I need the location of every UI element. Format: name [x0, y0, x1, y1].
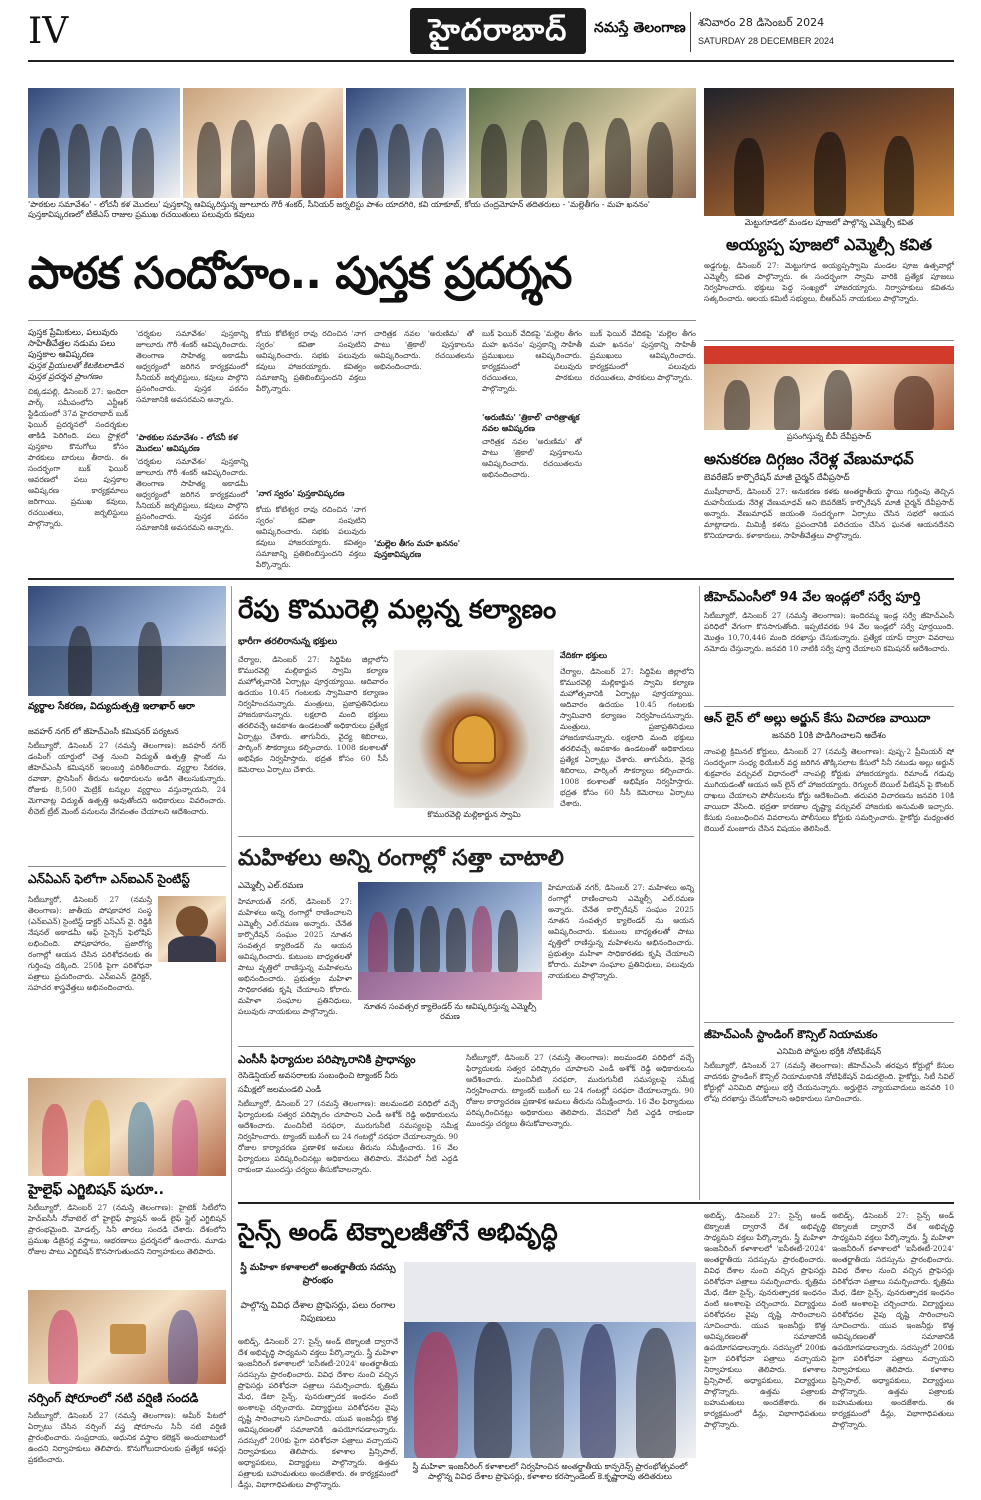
highlife-exhibition-photo: [28, 1078, 226, 1176]
allu-headline: ఆన్ లైన్ లో అల్లు అర్జున్ కేసు విచారణ వాయిదా: [704, 711, 931, 725]
main-standfirst: పుస్తక ప్రేమికులు, పలువురు సాహితీవేత్తల నడుమ పలు పుస్తకాల ఆవిష్కరణ: [28, 328, 118, 360]
main-standfirst-2: పుస్తక ప్రియులతో కిటకిటలాడిన పుస్తక ప్రదర్శన ప్రాంగణం: [28, 361, 124, 381]
main-body-col-2b: 'దర్శకుల సమావేశం' పుస్తకాన్ని జూలూరు గౌరీ శంకర్ ఆవిష్కరించారు. తెలంగాణ సాహిత్య అకాడమీ ఆధ్వర్యంలో జరిగిన కార్యక్రమంలో సీనియర్ జర్నలిస్టులు, కవులు పాల్గొని ప్రసంగించారు. పుస్తక పఠనం సమాజానికి అవసరమని అన్నారు.: [136, 457, 248, 532]
komuravelli-side-sub: వేదికగా భక్తులు: [560, 651, 608, 660]
book-launch-photo-3: [346, 88, 466, 198]
komuravelli-headline: రేపు కొమురెల్లి మల్లన్న కల్యాణం: [238, 595, 557, 625]
top-photo-caption: 'పాఠకుల సమావేశం' - లోచనీ కళ మొదలు' పుస్తకాన్ని ఆవిష్కరిస్తున్న జూలూరు గౌరీ శంకర్, సీనియర్ జర్నలిస్టు పాశం యాదగిరి, కవి యాకూబ్, కోయ చంద్రమోహన్ తదితరులు - 'మల్లెతీగం - మహ ఖననం' పుస్తకావిష్కరణలో టీజేఎస్ రాజుల ప్రముఖ రచయితులు పలువురు కవులు: [28, 200, 650, 219]
main-subhead-3: 'అరుణిమ' 'త్రికాల్' చారిత్రాత్మక నవల ఆవిష్కరణ: [482, 413, 580, 433]
mcc-sub-2: సమీక్షలో జలమండలి ఎండీ: [238, 1085, 322, 1094]
main-body-col-5b: చారిత్రక నవల 'అరుణిమ' తో పాటు 'త్రికాల్' పుస్తకాలను ఆవిష్కరించారు. రచయితలను అభినందించారు.: [482, 437, 582, 479]
standing-headline: జీహెచ్ఎంసీ స్టాండింగ్ కౌన్సిల్ నియామకం: [704, 1028, 878, 1041]
main-body-col-5: బుక్ ఫెయిర్ వేదికపై 'మల్లెల తీగం మహ ఖననం' పుస్తకాన్ని సాహితీ ప్రముఖులు ఆవిష్కరించారు. కార్యక్రమంలో పలువురు రచయితలు, పాఠకులు పాల్గొన్నారు.: [482, 329, 582, 393]
venumadhav-headline: అనుకరణ దిగ్గజం నేరెళ్ల వేణుమాధవ్: [704, 450, 914, 468]
venumadhav-sub: బెవరేజెస్ కార్పొరేషన్ మాజీ చైర్మన్ దేవీప్రసాద్: [704, 473, 850, 483]
kavitha-photo-caption: మెట్టుగూడలో మండల పూజలో పాల్గొన్న ఎమ్మెల్సీ కవిత: [744, 218, 914, 227]
women-headline: మహిళలు అన్ని రంగాల్లో సత్తా చాటాలి: [238, 846, 564, 871]
book-launch-photo-1: [28, 88, 180, 198]
voter-sub: జవహర్ నగర్ లో జీహెచ్ఎంసీ కమిషనర్ పర్యటన: [28, 727, 179, 736]
voter-body: సిటీబ్యూరో, డిసెంబర్ 27 (నమస్తే తెలంగాణ): జవహర్ నగర్ డంపింగ్ యార్డులో చెత్త నుంచి విద్యుత్ ఉత్పత్తి ప్లాంట్ ను జీహెచ్ఎంసీ కమిషనర్ ఇలంబర్తి పరిశీలించారు. వ్యర్థాల సేకరణ, రవాణా, ప్రాసెసింగ్ తీరును అధికారులను అడిగి తెలుసుకున్నారు. రోజుకు 8,500 మెట్రిక్ టన్నుల వ్యర్థాలు వస్తున్నాయని, 24 మెగావాట్ల విద్యుత్ ఉత్పత్తి అవుతోందని అధికారులు వివరించారు. లీచెట్ ట్రీట్ మెంట్ పనులను వేగవంతం చేయాలని ఆదేశించారు.: [28, 741, 226, 816]
mcc-headline: ఎంసీసీ ఫిర్యాదుల పరిష్కారానికి ప్రాధాన్యం: [238, 1053, 416, 1066]
nursing-showroom-photo: [28, 1290, 226, 1384]
science-body-2: అబిడ్స్, డిసెంబర్ 27: సైన్స్ అండ్ టెక్నాలజీ ద్వారానే దేశ అభివృద్ధి సాధ్యమని వక్తలు పేర్కొన్నారు. స్త్రీ మహిళా ఇంజనీరింగ్ కళాశాలలో 'ఐసీఈటీ-2024' అంతర్జాతీయ సదస్సును ప్రారంభించారు. వివిధ దేశాల నుంచి వచ్చిన ప్రొఫెసర్లు పరిశోధనా పత్రాలు సమర్పించారు. కృత్రిమ మేధ, డేటా సైన్స్, పునరుత్పాదక ఇంధనం వంటి అంశాలపై చర్చించారు. విద్యార్థులు పరిశోధనల వైపు దృష్టి సారించాలని సూచించారు. యువ ఇంజనీర్లు కొత్త ఆవిష్కరణలతో సమాజానికి ఉపయోగపడాలన్నారు. సదస్సులో 200కు పైగా పరిశోధనా పత్రాలు వచ్చాయని నిర్వాహకులు తెలిపారు. కళాశాల ప్రిన్సిపాల్, అధ్యాపకులు, విద్యార్థులు పాల్గొన్నారు. ఉత్తమ పత్రాలకు బహుమతులు అందజేశారు. ఈ కార్యక్రమంలో డీన్లు, విభాగాధిపతులు పాల్గొన్నారు.: [704, 1211, 826, 1429]
scientist-body: సిటీబ్యూరో, డిసెంబర్ 27 (నమస్తే తెలంగాణ): జాతీయ పోషకాహార సంస్థ (ఎన్ఐఎన్) సైంటిస్ట్ డాక్టర్ ఎస్ఎస్ వై. రెడ్డికి నేషనల్ అకాడమీ ఆఫ్ సైన్సెస్ ఫెలోషిప్ లభించింది. పోషకాహారం, ప్రజారోగ్య రంగాల్లో ఆయన చేసిన పరిశోధనలకు ఈ గుర్తింపు దక్కింది. 250కి పైగా పరిశోధనా పత్రాలు ప్రచురించారు. ఎన్ఐఎన్ డైరెక్టర్, సహచర శాస్త్రవేత్తలు అభినందించారు.: [28, 895, 152, 992]
main-subhead-1: 'పాఠకుల సమావేశం - లోచనీ కళ మొదలు' ఆవిష్కరణ: [136, 433, 238, 453]
main-body-col-3: కోయ కోటేశ్వర రావు రచించిన 'నాగ స్వరం' కవితా సంపుటిని ఆవిష్కరించారు. సభకు పలువురు కవులు హాజరయ్యారు. కవిత్వం సమాజాన్ని ప్రతిబింబిస్తుందని వక్తలు పేర్కొన్నారు.: [256, 329, 366, 393]
allu-sub: జనవరి 10కి పొడిగించాలని ఆదేశం: [772, 731, 886, 741]
main-body-col-4: చారిత్రక నవల 'అరుణిమ' తో పాటు 'త్రికాల్' పుస్తకాలను ఆవిష్కరించారు. రచయితలను అభినందించారు.: [374, 329, 474, 371]
science-body-1: అబిడ్స్, డిసెంబర్ 27: సైన్స్ అండ్ టెక్నాలజీ ద్వారానే దేశ అభివృద్ధి సాధ్యమని వక్తలు పేర్కొన్నారు. స్త్రీ మహిళా ఇంజనీరింగ్ కళాశాలలో 'ఐసీఈటీ-2024' అంతర్జాతీయ సదస్సును ప్రారంభించారు. వివిధ దేశాల నుంచి వచ్చిన ప్రొఫెసర్లు పరిశోధనా పత్రాలు సమర్పించారు. కృత్రిమ మేధ, డేటా సైన్స్, పునరుత్పాదక ఇంధనం వంటి అంశాలపై చర్చించారు. విద్యార్థులు పరిశోధనల వైపు దృష్టి సారించాలని సూచించారు. యువ ఇంజనీర్లు కొత్త ఆవిష్కరణలతో సమాజానికి ఉపయోగపడాలన్నారు. సదస్సులో 200కు పైగా పరిశోధనా పత్రాలు వచ్చాయని నిర్వాహకులు తెలిపారు. కళాశాల ప్రిన్సిపాల్, అధ్యాపకులు, విద్యార్థులు పాల్గొన్నారు. ఉత్తమ పత్రాలకు బహుమతులు అందజేశారు. ఈ కార్యక్రమంలో డీన్లు, విభాగాధిపతులు పాల్గొన్నారు.: [238, 1337, 398, 1489]
kavitha-headline: అయ్యప్ప పూజలో ఎమ్మెల్సీ కవిత: [726, 235, 932, 254]
women-body-2: హిమాయత్ నగర్, డిసెంబర్ 27: మహిళలు అన్ని రంగాల్లో రాణించాలని ఎమ్మెల్సీ ఎల్.రమణ అన్నారు. చేనేత కార్పొరేషన్ సంఘం 2025 నూతన సంవత్సర క్యాలెండర్ ను ఆయన ఆవిష్కరించారు. కుటుంబ బాధ్యతలతో పాటు వృత్తిలో రాణిస్తున్న మహిళలను అభినందించారు. ప్రభుత్వం మహిళా సాధికారతకు కృషి చేయాలని కోరారు. మహిళా సంఘాల ప్రతినిధులు, పలువురు నాయకులు పాల్గొన్నారు.: [548, 883, 694, 980]
science-sub: స్త్రీ మహిళా కళాశాలలో అంతర్జాతీయ సదస్సు ప్రారంభం: [240, 1263, 396, 1286]
women-calendar-launch-photo: [358, 882, 542, 1000]
venumadhav-photo-caption: ప్రసంగిస్తున్న బీవీ దేవీప్రసాద్: [786, 432, 872, 441]
komuravelli-photo-caption: కొమురవెల్లి మల్లికార్జున స్వామి: [427, 810, 521, 819]
standing-body: సిటీబ్యూరో, డిసెంబర్ 27 (నమస్తే తెలంగాణ): జీహెచ్ఎంసీ తరఫున కోర్టుల్లో కేసుల వాదనకు స్టాండింగ్ కౌన్సిల్ నియామకానికి నోటిఫికేషన్ విడుదలైంది. హైకోర్టు, సిటీ సివిల్ కోర్టుల్లో ఎనిమిది పోస్టులు భర్తీ చేయనున్నారు. అర్హులైన న్యాయవాదులు జనవరి 10 లోపు దరఖాస్తు చేసుకోవాలని అధికారులు సూచించారు.: [704, 1061, 954, 1103]
main-subhead-4: 'మల్లెల తీగం మహ ఖననం' పుస్తకావిష్కరణ: [374, 539, 461, 559]
allu-body: నాంపల్లి క్రిమినల్ కోర్టులు, డిసెంబర్ 27 (నమస్తే తెలంగాణ): పుష్ప-2 ప్రీమియర్ షో సందర్భంగా సంధ్య థియేటర్ వద్ద జరిగిన తొక్కిసలాట కేసులో సినీ నటుడు అల్లు అర్జున్ శుక్రవారం వర్చువల్ విధానంలో నాంపల్లి కోర్టుకు హాజరయ్యారు. రిమాండ్ గడువు ముగియడంతో ఆయన ఆన్ లైన్ లో హాజరయ్యారు. రెగ్యులర్ బెయిల్ పిటిషన్ పై కౌంటర్ దాఖలు చేయాలని పోలీసులను కోర్టు ఆదేశించింది. తదుపరి విచారణను జనవరి 10కి వాయిదా వేసింది. భద్రతా కారణాల దృష్ట్యా వర్చువల్ హాజరుకు అనుమతి ఇచ్చారు. కేసుకు సంబంధించిన వివరాలను పోలీసులు కోర్టుకు సమర్పించారు. హైకోర్టు మధ్యంతర బెయిల్ మంజూరు చేసిన విషయం తెలిసిందే.: [704, 747, 954, 833]
komuravelli-deity-photo: [394, 650, 554, 808]
nursing-body: సిటీబ్యూరో, డిసెంబర్ 27 (నమస్తే తెలంగాణ): అమీర్ పేటలో ఏర్పాటు చేసిన నర్సింగ్ వస్త్ర షోరూంను సినీ నటి వర్షిణి ప్రారంభించారు. సంప్రదాయ, ఆధునిక వస్త్రాల కలెక్షన్ అందుబాటులో ఉందని నిర్వాహకులు తెలిపారు. కొనుగోలుదారులకు ప్రత్యేక ఆఫర్లు ప్రకటించారు.: [28, 1411, 226, 1464]
dumping-yard-visit-photo: [28, 586, 226, 696]
nursing-headline: నర్సింగ్ షోరూంలో నటి వర్షిణి సందడి: [28, 1391, 199, 1405]
main-body-col-2: 'దర్శకుల సమావేశం' పుస్తకాన్ని జూలూరు గౌరీ శంకర్ ఆవిష్కరించారు. తెలంగాణ సాహిత్య అకాడమీ ఆధ్వర్యంలో జరిగిన కార్యక్రమంలో సీనియర్ జర్నలిస్టులు, కవులు పాల్గొని ప్రసంగించారు. పుస్తక పఠనం సమాజానికి అవసరమని అన్నారు.: [136, 329, 248, 404]
mcc-body-1: సిటీబ్యూరో, డిసెంబర్ 27 (నమస్తే తెలంగాణ): జలమండలి పరిధిలో వచ్చే ఫిర్యాదులకు సత్వర పరిష్కారం చూపాలని ఎండీ అశోక్ రెడ్డి అధికారులను ఆదేశించారు. మంచినీటి సరఫరా, మురుగునీటి సమస్యలపై సమీక్ష నిర్వహించారు. ట్యాంకర్ బుకింగ్ లు 24 గంటల్లో సరఫరా చేయాలన్నారు. 90 రోజుల కార్యాచరణ ప్రణాళిక అమలు తీరును సమీక్షించారు. 16 వేల ఫిర్యాదులు పరిష్కరించినట్లు అధికారులు తెలిపారు. వేసవిలో నీటి ఎద్దడి రాకుండా ముందస్తు చర్యలు తీసుకోవాలన్నారు.: [238, 1099, 458, 1174]
page-number: IV: [28, 11, 69, 52]
paper-name: నమస్తే తెలంగాణ: [594, 20, 686, 36]
section-title: హైదరాబాద్: [410, 8, 586, 54]
women-photo-caption: నూతన సంవత్సర క్యాలెండర్ ను ఆవిష్కరిస్తున్న ఎమ్మెల్సీ రమణ: [363, 1002, 537, 1021]
scientist-portrait: [158, 896, 226, 962]
date-telugu: శనివారం 28 డిసెంబర్ 2024: [698, 16, 825, 29]
ghmc-survey-body: సిటీబ్యూరో, డిసెంబర్ 27 (నమస్తే తెలంగాణ): ఇందిరమ్మ ఇండ్ల సర్వే జీహెచ్ఎంసీ పరిధిలో వేగంగా కొనసాగుతోంది. ఇప్పటివరకు 94 వేల ఇండ్లలో సర్వే పూర్తయింది. మొత్తం 10,70,446 మంది దరఖాస్తు చేసుకున్నారు. ప్రత్యేక యాప్ ద్వారా వివరాలు నమోదు చేస్తున్నారు. జనవరి 10 నాటికి సర్వే పూర్తి చేయాలని కమిషనర్ ఆదేశించారు.: [704, 611, 954, 653]
women-body-1: హిమాయత్ నగర్, డిసెంబర్ 27: మహిళలు అన్ని రంగాల్లో రాణించాలని ఎమ్మెల్సీ ఎల్.రమణ అన్నారు. చేనేత కార్పొరేషన్ సంఘం 2025 నూతన సంవత్సర క్యాలెండర్ ను ఆయన ఆవిష్కరించారు. కుటుంబ బాధ్యతలతో పాటు వృత్తిలో రాణిస్తున్న మహిళలను అభినందించారు. ప్రభుత్వం మహిళా సాధికారతకు కృషి చేయాలని కోరారు. మహిళా సంఘాల ప్రతినిధులు, పలువురు నాయకులు పాల్గొన్నారు.: [238, 897, 352, 1016]
voter-headline: వ్యర్థాల సేకరణ, విద్యుదుత్పత్తి ఇలాఖార్ ఆరా: [28, 701, 195, 712]
main-body-col-1: చిక్కడపల్లి, డిసెంబర్ 27: ఇందిరా పార్క్ సమీపంలోని ఎన్టీఆర్ స్టేడియంలో 37వ హైదరాబాద్ బుక్ ఫెయిర్ ప్రదర్శనలో సందర్శకుల తాకిడి పెరిగింది. పలు స్టాళ్లలో పుస్తకాల కొనుగోలు కోసం పాఠకులు బారులు తీరారు. ఈ సందర్భంగా బుక్ ఫెయిర్ ఆవరణలో పలు పుస్తకాల ఆవిష్కరణ కార్యక్రమాలు జరిగాయి. ప్రముఖ కవులు, రచయితలు, జర్నలిస్టులు పాల్గొన్నారు.: [28, 387, 128, 528]
science-sub-2: పాల్గొన్న వివిధ దేశాల ప్రొఫెసర్లు, పలు రంగాల నిపుణులు: [240, 1301, 396, 1324]
komuravelli-body-1: చేర్యాల, డిసెంబర్ 27: సిద్దిపేట జిల్లాలోని కొమురవెల్లి మల్లికార్జున స్వామి కల్యాణ మహోత్సవానికి ఏర్పాట్లు పూర్తయ్యాయి. ఆదివారం ఉదయం 10.45 గంటలకు స్వామివారి కల్యాణం నిర్వహించనున్నారు. మంత్రులు, ప్రజాప్రతినిధులు హాజరుకానున్నారు. లక్షలాది మంది భక్తులు తరలివచ్చే అవకాశం ఉండటంతో అధికారులు ప్రత్యేక ఏర్పాట్లు చేశారు. తాగునీరు, వైద్య శిబిరాలు, పార్కింగ్ సౌకర్యాలు కల్పించారు. 1008 కలశాలతో అభిషేకం నిర్వహిస్తారు. భద్రత కోసం 60 సీసీ కెమెరాలు ఏర్పాటు చేశారు.: [238, 655, 388, 774]
science-headline: సైన్స్ అండ్ టెక్నాలజీతోనే అభివృద్ధి: [238, 1218, 558, 1246]
main-body-col-3b: కోయ కోటేశ్వర రావు రచించిన 'నాగ స్వరం' కవితా సంపుటిని ఆవిష్కరించారు. సభకు పలువురు కవులు హాజరయ్యారు. కవిత్వం సమాజాన్ని ప్రతిబింబిస్తుందని వక్తలు పేర్కొన్నారు.: [256, 505, 366, 569]
mcc-body-2: సిటీబ్యూరో, డిసెంబర్ 27 (నమస్తే తెలంగాణ): జలమండలి పరిధిలో వచ్చే ఫిర్యాదులకు సత్వర పరిష్కారం చూపాలని ఎండీ అశోక్ రెడ్డి అధికారులను ఆదేశించారు. మంచినీటి సరఫరా, మురుగునీటి సమస్యలపై సమీక్ష నిర్వహించారు. ట్యాంకర్ బుకింగ్ లు 24 గంటల్లో సరఫరా చేయాలన్నారు. 90 రోజుల కార్యాచరణ ప్రణాళిక అమలు తీరును సమీక్షించారు. 16 వేల ఫిర్యాదులు పరిష్కరించినట్లు అధికారులు తెలిపారు. వేసవిలో నీటి ఎద్దడి రాకుండా ముందస్తు చర్యలు తీసుకోవాలన్నారు.: [466, 1053, 694, 1128]
book-launch-photo-4: [469, 88, 696, 198]
mcc-sub: రెసిడెన్షియల్ అవసరాలకు సంబంధించి ట్యాంకర్ నీరు: [238, 1071, 398, 1080]
main-body-col-6: బుక్ ఫెయిర్ వేదికపై 'మల్లెల తీగం మహ ఖననం' పుస్తకాన్ని సాహితీ ప్రముఖులు ఆవిష్కరించారు. కార్యక్రమంలో పలువురు రచయితలు, పాఠకులు పాల్గొన్నారు.: [590, 329, 696, 382]
ayyappa-puja-photo: [704, 88, 954, 216]
komuravelli-body-2: చేర్యాల, డిసెంబర్ 27: సిద్దిపేట జిల్లాలోని కొమురవెల్లి మల్లికార్జున స్వామి కల్యాణ మహోత్సవానికి ఏర్పాట్లు పూర్తయ్యాయి. ఆదివారం ఉదయం 10.45 గంటలకు స్వామివారి కల్యాణం నిర్వహించనున్నారు. మంత్రులు, ప్రజాప్రతినిధులు హాజరుకానున్నారు. లక్షలాది మంది భక్తులు తరలివచ్చే అవకాశం ఉండటంతో అధికారులు ప్రత్యేక ఏర్పాట్లు చేశారు. తాగునీరు, వైద్య శిబిరాలు, పార్కింగ్ సౌకర్యాలు కల్పించారు. 1008 కలశాలతో అభిషేకం నిర్వహిస్తారు. భద్రత కోసం 60 సీసీ కెమెరాలు ఏర్పాటు చేశారు.: [560, 667, 694, 808]
kavitha-body: అడ్డగుట్ట, డిసెంబర్ 27: మెట్టుగూడ అయ్యప్పస్వామి మండల పూజ ఉత్సవాల్లో ఎమ్మెల్సీ కవిత పాల్గొన్నారు. ఈ సందర్భంగా స్వామి వారికి ప్రత్యేక పూజలు నిర్వహించారు. భక్తులు పెద్ద సంఖ్యలో హాజరయ్యారు. నిర్వాహకులు కవితను సత్కరించారు. ఆలయ కమిటీ సభ్యులు, బీఆర్ఎస్ నాయకులు పాల్గొన్నారు.: [704, 261, 954, 303]
standing-sub: ఎనిమిది పోస్టుల భర్తీకి నోటిఫికేషన్: [776, 1047, 882, 1056]
women-sub: ఎమ్మెల్సీ ఎల్.రమణ: [238, 881, 304, 891]
venumadhav-body: ముషీరాబాద్, డిసెంబర్ 27: అనుకరణ కళకు అంతర్జాతీయ స్థాయి గుర్తింపు తెచ్చిన మహనీయుడు నేరెళ్ల వేణుమాధవ్ అని బెవరేజెస్ కార్పొరేషన్ మాజీ చైర్మన్ దేవీప్రసాద్ అన్నారు. వేణుమాధవ్ జయంతి సందర్భంగా ఏర్పాటు చేసిన సభలో ఆయన మాట్లాడారు. మిమిక్రీ కళను ప్రపంచానికి పరిచయం చేసిన ఘనత ఆయనదేనని కొనియాడారు. కళాకారులు, సాహితీవేత్తలు పాల్గొన్నారు.: [704, 487, 954, 540]
science-body-3: అబిడ్స్, డిసెంబర్ 27: సైన్స్ అండ్ టెక్నాలజీ ద్వారానే దేశ అభివృద్ధి సాధ్యమని వక్తలు పేర్కొన్నారు. స్త్రీ మహిళా ఇంజనీరింగ్ కళాశాలలో 'ఐసీఈటీ-2024' అంతర్జాతీయ సదస్సును ప్రారంభించారు. వివిధ దేశాల నుంచి వచ్చిన ప్రొఫెసర్లు పరిశోధనా పత్రాలు సమర్పించారు. కృత్రిమ మేధ, డేటా సైన్స్, పునరుత్పాదక ఇంధనం వంటి అంశాలపై చర్చించారు. విద్యార్థులు పరిశోధనల వైపు దృష్టి సారించాలని సూచించారు. యువ ఇంజనీర్లు కొత్త ఆవిష్కరణలతో సమాజానికి ఉపయోగపడాలన్నారు. సదస్సులో 200కు పైగా పరిశోధనా పత్రాలు వచ్చాయని నిర్వాహకులు తెలిపారు. కళాశాల ప్రిన్సిపాల్, అధ్యాపకులు, విద్యార్థులు పాల్గొన్నారు. ఉత్తమ పత్రాలకు బహుమతులు అందజేశారు. ఈ కార్యక్రమంలో డీన్లు, విభాగాధిపతులు పాల్గొన్నారు.: [832, 1211, 954, 1429]
highlife-body: సిటీబ్యూరో, డిసెంబర్ 27 (నమస్తే తెలంగాణ): హైటెక్ సిటీలోని హెచ్ఐసీసీ నోవాటెల్ లో హైలైఫ్ ఫ్యాషన్ అండ్ లైఫ్ స్టైల్ ఎగ్జిబిషన్ ప్రారంభమైంది. మోడల్స్, సినీ తారలు సందడి చేశారు. దేశంలోని ప్రముఖ డిజైనర్ల వస్త్రాలు, ఆభరణాలు ప్రదర్శనలో ఉంచారు. మూడు రోజుల పాటు ఎగ్జిబిషన్ కొనసాగుతుందని నిర్వాహకులు తెలిపారు.: [28, 1203, 226, 1256]
highlife-headline: హైలైఫ్ ఎగ్జిబిషన్ షురూ..: [28, 1182, 164, 1198]
science-photo-caption: స్త్రీ మహిళా ఇంజనీరింగ్ కళాశాలలో నిర్వహించిన అంతర్జాతీయ కాన్ఫరెన్స్ ప్రారంభోత్సవంలో పాల్గొన్న వివిధ దేశాల ప్రొఫెసర్లు, కళాశాల కరస్పాండెంట్ కె.కృష్ణారావు తదితరులు: [412, 1462, 688, 1481]
book-launch-photo-2: [183, 88, 343, 198]
komuravelli-sub: భారీగా తరలిరానున్న భక్తులు: [238, 637, 338, 647]
scientist-headline: ఎన్ఏఎస్ ఫెలోగా ఎన్ఐఎన్ సైంటిస్ట్: [28, 872, 190, 886]
date-english: SATURDAY 28 DECEMBER 2024: [698, 36, 835, 46]
ghmc-survey-headline: జీహెచ్ఎంసీలో 94 వేల ఇండ్లలో సర్వే పూర్తి: [704, 590, 921, 605]
venumadhav-event-photo: [704, 346, 954, 430]
main-subhead-2: 'నాగ స్వరం' పుస్తకావిష్కరణ: [256, 489, 345, 498]
main-headline: పాఠక సందోహం.. పుస్తక ప్రదర్శన: [28, 248, 572, 299]
science-conference-photo: [404, 1262, 696, 1458]
